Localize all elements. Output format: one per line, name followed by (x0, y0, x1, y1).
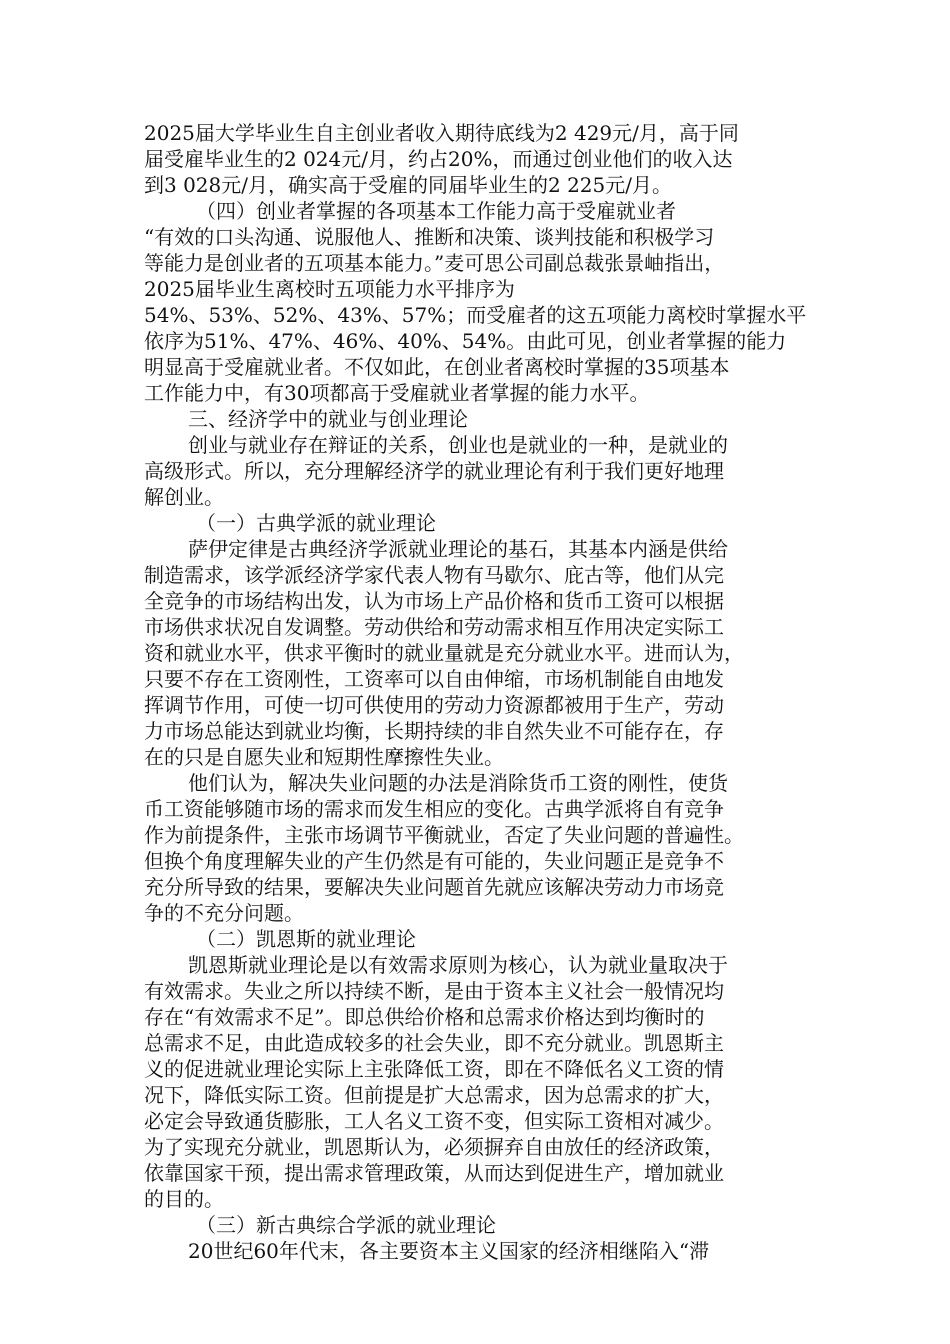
text-line: 但换个角度理解失业的产生仍然是有可能的，失业问题正是竞争不 (144, 849, 724, 873)
text-line: 存在“有效需求不足”。即总供给价格和总需求价格达到均衡时的 (144, 1005, 705, 1029)
text-line: 资和就业水平，供求平衡时的就业量就是充分就业水平。进而认为， (144, 641, 744, 665)
text-line: 2025届大学毕业生自主创业者收入期待底线为2 429元/月，高于同 (144, 121, 739, 145)
text-line: 作为前提条件，主张市场调节平衡就业，否定了失业问题的普遍性。 (144, 823, 744, 847)
document-body (144, 120, 806, 1264)
text-line: 只要不存在工资刚性，工资率可以自由伸缩，市场机制能自由地发 (144, 667, 724, 691)
text-line: 54%、53%、52%、43%、57%；而受雇者的这五项能力离校时掌握水平 (144, 303, 807, 327)
text-line: 创业与就业存在辩证的关系，创业也是就业的一种，是就业的 (188, 433, 728, 457)
text-line: 解创业。 (144, 485, 224, 509)
text-line: 萨伊定律是古典经济学派就业理论的基石，其基本内涵是供给 (188, 537, 728, 561)
text-line: 依靠国家干预，提出需求管理政策，从而达到促进生产，增加就业 (144, 1161, 724, 1185)
text-line: 高级形式。所以，充分理解经济学的就业理论有利于我们更好地理 (144, 459, 724, 483)
text-line: （二）凯恩斯的就业理论 (196, 927, 416, 951)
text-line: 届受雇毕业生的2 024元/月，约占20%，而通过创业他们的收入达 (144, 147, 733, 171)
text-line: 制造需求，该学派经济学家代表人物有马歇尔、庇古等，他们从完 (144, 563, 724, 587)
text-line: 挥调节作用，可使一切可供使用的劳动力资源都被用于生产，劳动 (144, 693, 724, 717)
text-line: 依序为51%、47%、46%、40%、54%。由此可见，创业者掌握的能力 (144, 329, 787, 353)
text-line: 三、经济学中的就业与创业理论 (188, 407, 468, 431)
text-line: 20世纪60年代末，各主要资本主义国家的经济相继陷入“滞 (188, 1239, 710, 1263)
text-line: 的目的。 (144, 1187, 224, 1211)
text-line: 他们认为，解决失业问题的办法是消除货币工资的刚性，使货 (188, 771, 728, 795)
text-line: （三）新古典综合学派的就业理论 (196, 1213, 496, 1237)
text-line: （一）古典学派的就业理论 (196, 511, 436, 535)
text-line: 全竞争的市场结构出发，认为市场上产品价格和货币工资可以根据 (144, 589, 724, 613)
text-line: 币工资能够随市场的需求而发生相应的变化。古典学派将自有竞争 (144, 797, 724, 821)
text-line: 2025届毕业生离校时五项能力水平排序为 (144, 277, 515, 301)
text-line: 在的只是自愿失业和短期性摩擦性失业。 (144, 745, 504, 769)
text-line: 争的不充分问题。 (144, 901, 304, 925)
text-line: 义的促进就业理论实际上主张降低工资，即在不降低名义工资的情 (144, 1057, 724, 1081)
text-line: 工作能力中，有30项都高于受雇就业者掌握的能力水平。 (144, 381, 650, 405)
text-line: 明显高于受雇就业者。不仅如此，在创业者离校时掌握的35项基本 (144, 355, 730, 379)
text-line: 有效需求。失业之所以持续不断，是由于资本主义社会一般情况均 (144, 979, 724, 1003)
text-line: 等能力是创业者的五项基本能力。”麦可思公司副总裁张景岫指出， (144, 251, 725, 275)
text-line: 到3 028元/月，确实高于受雇的同届毕业生的2 225元/月。 (144, 173, 672, 197)
text-line: 充分所导致的结果，要解决失业问题首先就应该解决劳动力市场竞 (144, 875, 724, 899)
text-line: 必定会导致通货膨胀，工人名义工资不变，但实际工资相对减少。 (144, 1109, 724, 1133)
text-line: 为了实现充分就业，凯恩斯认为，必须摒弃自由放任的经济政策， (144, 1135, 724, 1159)
text-line: 力市场总能达到就业均衡，长期持续的非自然失业不可能存在，存 (144, 719, 724, 743)
text-line: 凯恩斯就业理论是以有效需求原则为核心，认为就业量取决于 (188, 953, 728, 977)
text-line: 总需求不足，由此造成较多的社会失业，即不充分就业。凯恩斯主 (144, 1031, 724, 1055)
text-line: （四）创业者掌握的各项基本工作能力高于受雇就业者 (196, 199, 676, 223)
text-line: 况下，降低实际工资。但前提是扩大总需求，因为总需求的扩大， (144, 1083, 724, 1107)
text-line: 市场供求状况自发调整。劳动供给和劳动需求相互作用决定实际工 (144, 615, 724, 639)
text-line: “有效的口头沟通、说服他人、推断和决策、谈判技能和积极学习 (144, 225, 715, 249)
